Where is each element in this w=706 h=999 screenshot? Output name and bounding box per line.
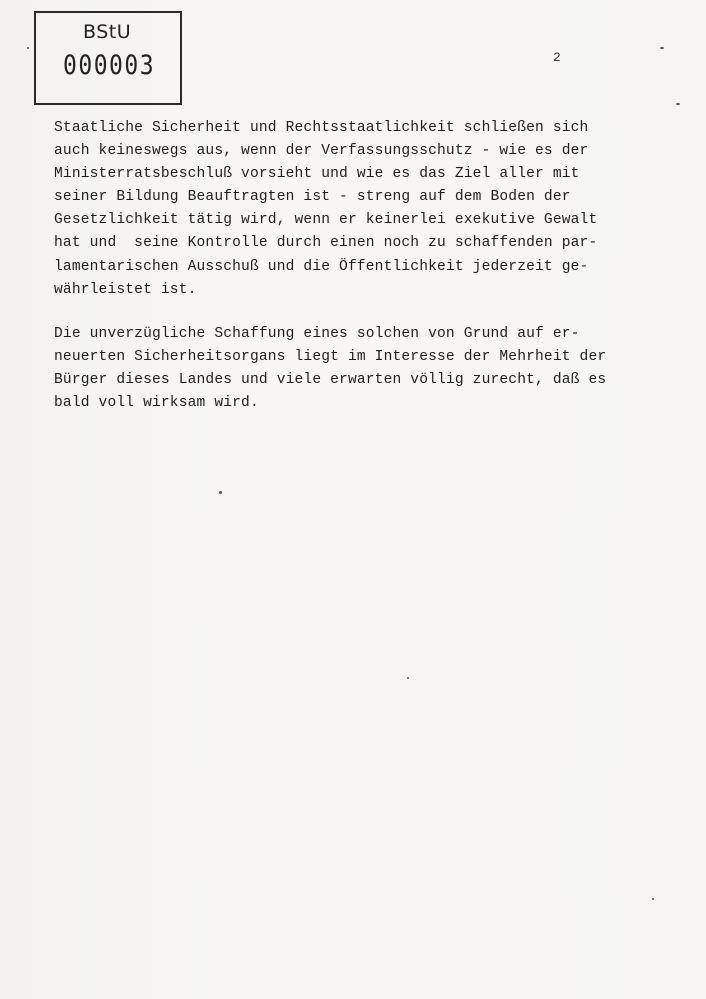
text-line: lamentarischen Ausschuß und die Öffentlichkeit jederzeit ge- bbox=[54, 258, 589, 275]
stamp-number: 000003 bbox=[63, 51, 156, 81]
scan-speck bbox=[27, 47, 29, 49]
text-line: auch keineswegs aus, wenn der Verfassungsschutz - wie es der bbox=[54, 143, 589, 160]
text-line: Bürger dieses Landes und viele erwarten völlig zurecht, daß es bbox=[54, 371, 607, 388]
scan-speck bbox=[660, 47, 664, 49]
scan-speck bbox=[407, 677, 409, 679]
text-line: Ministerratsbeschluß vorsieht und wie es das Ziel aller mit bbox=[54, 166, 580, 183]
text-line: Staatliche Sicherheit und Rechtsstaatlichkeit schließen sich bbox=[54, 120, 589, 136]
text-line: bald voll wirksam wird. bbox=[54, 395, 259, 412]
scan-speck bbox=[652, 898, 654, 900]
text-line: währleistet ist. bbox=[54, 281, 197, 298]
text-line: Die unverzügliche Schaffung eines solchen von Grund auf er- bbox=[54, 325, 580, 342]
text-line: Gesetzlichkeit tätig wird, wenn er keinerlei exekutive Gewalt bbox=[54, 212, 598, 229]
paragraph-1 bbox=[54, 117, 614, 302]
text-line: hat und seine Kontrolle durch einen noch zu schaffenden par- bbox=[54, 235, 598, 252]
scan-speck bbox=[219, 491, 222, 494]
text-line: neuerten Sicherheitsorgans liegt im Interesse der Mehrheit der bbox=[54, 348, 607, 365]
scan-speck bbox=[676, 103, 680, 105]
page-number: 2 bbox=[553, 50, 561, 65]
archive-stamp bbox=[34, 11, 182, 105]
paragraph-2 bbox=[54, 323, 614, 415]
body-text bbox=[54, 117, 614, 415]
stamp-label: BStU bbox=[83, 21, 132, 43]
text-line: seiner Bildung Beauftragten ist - streng auf dem Boden der bbox=[54, 189, 571, 206]
